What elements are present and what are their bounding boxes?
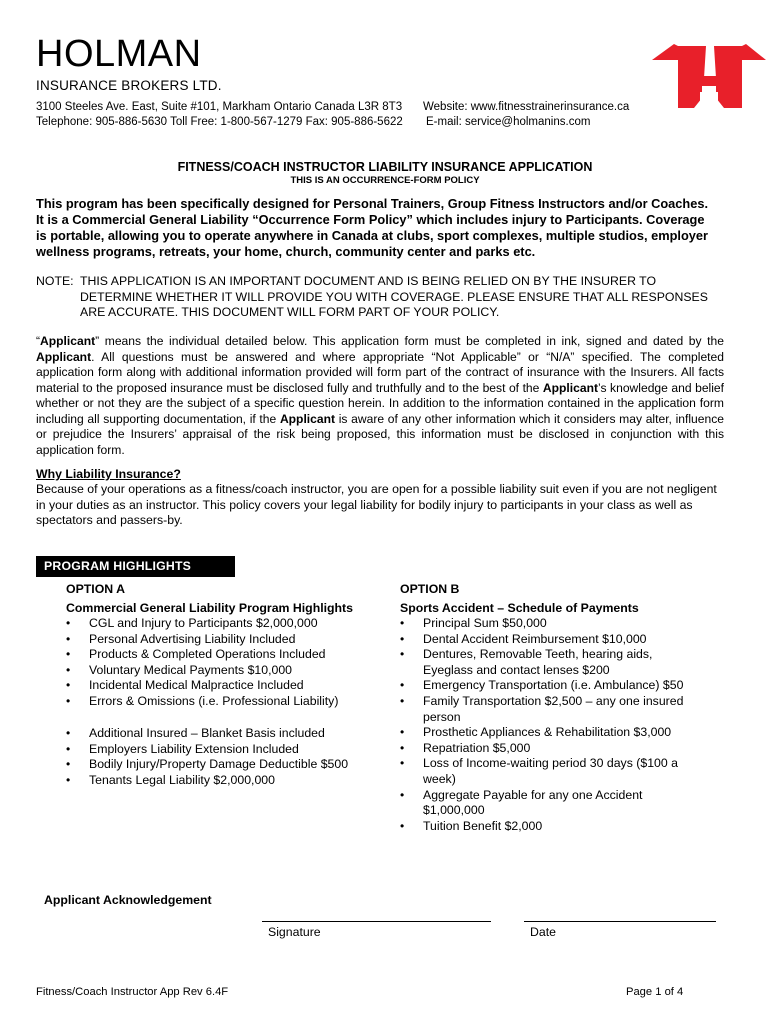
option-a-item: • Bodily Injury/Property Damage Deductible $500: [66, 757, 396, 773]
program-highlights-label: PROGRAM HIGHLIGHTS: [44, 559, 192, 573]
form-subtitle: THIS IS AN OCCURRENCE-FORM POLICY: [290, 175, 480, 186]
applicant-term: Applicant: [36, 349, 92, 364]
company-address: 3100 Steeles Ave. East, Suite #101, Markham Ontario Canada L3R 8T3: [36, 101, 403, 113]
option-a-list-1: [66, 616, 396, 710]
option-a-item: • Errors & Omissions (i.e. Professional Liability): [66, 694, 396, 710]
option-b-item: • Prosthetic Appliances & Rehabilitation $3,000: [400, 725, 700, 741]
company-name: HOLMAN: [36, 33, 202, 75]
option-b-item: • Principal Sum $50,000: [400, 616, 700, 632]
option-b-subheading: Sports Accident – Schedule of Payments: [400, 601, 639, 615]
option-b-item: • Loss of Income-waiting period 30 days ($100 a week): [400, 756, 700, 787]
option-a-item: • Voluntary Medical Payments $10,000: [66, 663, 396, 679]
company-email: E-mail: service@holmanins.com: [426, 116, 591, 128]
option-b-item: • Emergency Transportation (i.e. Ambulance) $50: [400, 678, 700, 694]
form-title: FITNESS/COACH INSTRUCTOR LIABILITY INSURANCE APPLICATION: [177, 160, 593, 174]
why-liability-heading: Why Liability Insurance?: [36, 467, 181, 481]
option-b-item: • Dental Accident Reimbursement $10,000: [400, 632, 700, 648]
note-text: THIS APPLICATION IS AN IMPORTANT DOCUMENT AND IS BEING RELIED ON BY THE INSURER TO DETERMINE WHETHER IT WILL PROVIDE YOU WITH COVERAGE. PLEASE ENSURE THAT ALL RESPONSES ARE ACCURATE. THIS DOCUMENT WILL FORM PART OF YOUR POLICY.: [80, 274, 708, 319]
company-website: Website: www.fitnesstrainerinsurance.ca: [423, 101, 630, 113]
date-label: Date: [530, 925, 556, 939]
footer-form-revision: Fitness/Coach Instructor App Rev 6.4F: [36, 986, 229, 998]
option-a-item: • Employers Liability Extension Included: [66, 742, 396, 758]
option-b-heading: OPTION B: [400, 582, 460, 596]
applicant-term: Applicant: [279, 411, 336, 426]
note-block: [36, 274, 726, 321]
option-b-list: [400, 616, 700, 834]
option-a-item: • Personal Advertising Liability Included: [66, 632, 396, 648]
applicant-text-3: ’s knowledge and belief whether or not they are the subject of a specific question herein. In addition to the information contained in the application form including all supporting documentation, if the: [36, 380, 724, 426]
applicant-definition: [36, 334, 724, 458]
applicant-text-1: ” means the individual detailed below. This application form must be completed in ink, signed and dated by the: [95, 334, 724, 348]
date-line[interactable]: [524, 921, 716, 922]
option-b-item: • Repatriation $5,000: [400, 741, 700, 757]
signature-line[interactable]: [262, 921, 491, 922]
applicant-quote-open: “: [36, 334, 41, 348]
option-b-item: • Tuition Benefit $2,000: [400, 819, 700, 835]
option-a-list-2: [66, 726, 396, 788]
footer-page-number: Page 1 of 4: [626, 986, 684, 998]
option-b-item: • Dentures, Removable Teeth, hearing aids, Eyeglass and contact lenses $200: [400, 647, 700, 678]
note-label: NOTE:: [36, 274, 74, 288]
why-liability-text: Because of your operations as a fitness/coach instructor, you are open for a possible liability suit even if you are not negligent in your duties as an instructor. This policy covers your legal liability for bodily injury to participants in your class as well as spectators and passers-by.: [36, 482, 717, 527]
acknowledgement-heading: Applicant Acknowledgement: [44, 893, 212, 907]
company-contact-block: [423, 100, 629, 130]
option-a-item: • Products & Completed Operations Included: [66, 647, 396, 663]
company-subname: INSURANCE BROKERS LTD.: [36, 78, 222, 93]
company-address-block: [36, 100, 403, 130]
holman-logo-icon: [652, 38, 766, 120]
option-a-item: • Incidental Medical Malpractice Included: [66, 678, 396, 694]
option-b-item: • Aggregate Payable for any one Accident $1,000,000: [400, 788, 700, 819]
company-phones: Telephone: 905-886-5630 Toll Free: 1-800-567-1279 Fax: 905-886-5622: [36, 116, 403, 128]
program-highlights-banner: [36, 556, 235, 577]
option-b-item: • Family Transportation $2,500 – any one insured person: [400, 694, 700, 725]
option-a-item: • Tenants Legal Liability $2,000,000: [66, 773, 396, 789]
option-a-subheading: Commercial General Liability Program Highlights: [66, 601, 353, 615]
applicant-text-4: is aware of any other information which it considers may alter, influence or prejudice the Insurers’ appraisal of the risk being proposed, this information must be disclosed in conjunction with this application form.: [36, 411, 725, 457]
option-a-item: • Additional Insured – Blanket Basis included: [66, 726, 396, 742]
program-intro: This program has been specifically designed for Personal Trainers, Group Fitness Instructors and/or Coaches. It is a Commercial General Liability “Occurrence Form Policy” which includes injury to Participants. Coverage is portable, allowing you to operate anywhere in Canada at clubs, sport complexes, multiple studios, employer wellness programs, retreats, your home, church, community center and parks etc.: [36, 196, 709, 259]
option-a-heading: OPTION A: [66, 582, 125, 596]
applicant-term: Applicant: [40, 334, 96, 348]
option-a-item: • CGL and Injury to Participants $2,000,000: [66, 616, 396, 632]
applicant-term: Applicant: [542, 380, 599, 395]
applicant-text-2: . All questions must be answered and where appropriate “Not Applicable” or “N/A” specified. The completed application form along with additional information provided will form part of the contract of insurance with the Insurers. All facts material to the proposed insurance must be disclosed fully and truthfully and to the best of the: [36, 349, 724, 395]
signature-label: Signature: [268, 925, 321, 939]
